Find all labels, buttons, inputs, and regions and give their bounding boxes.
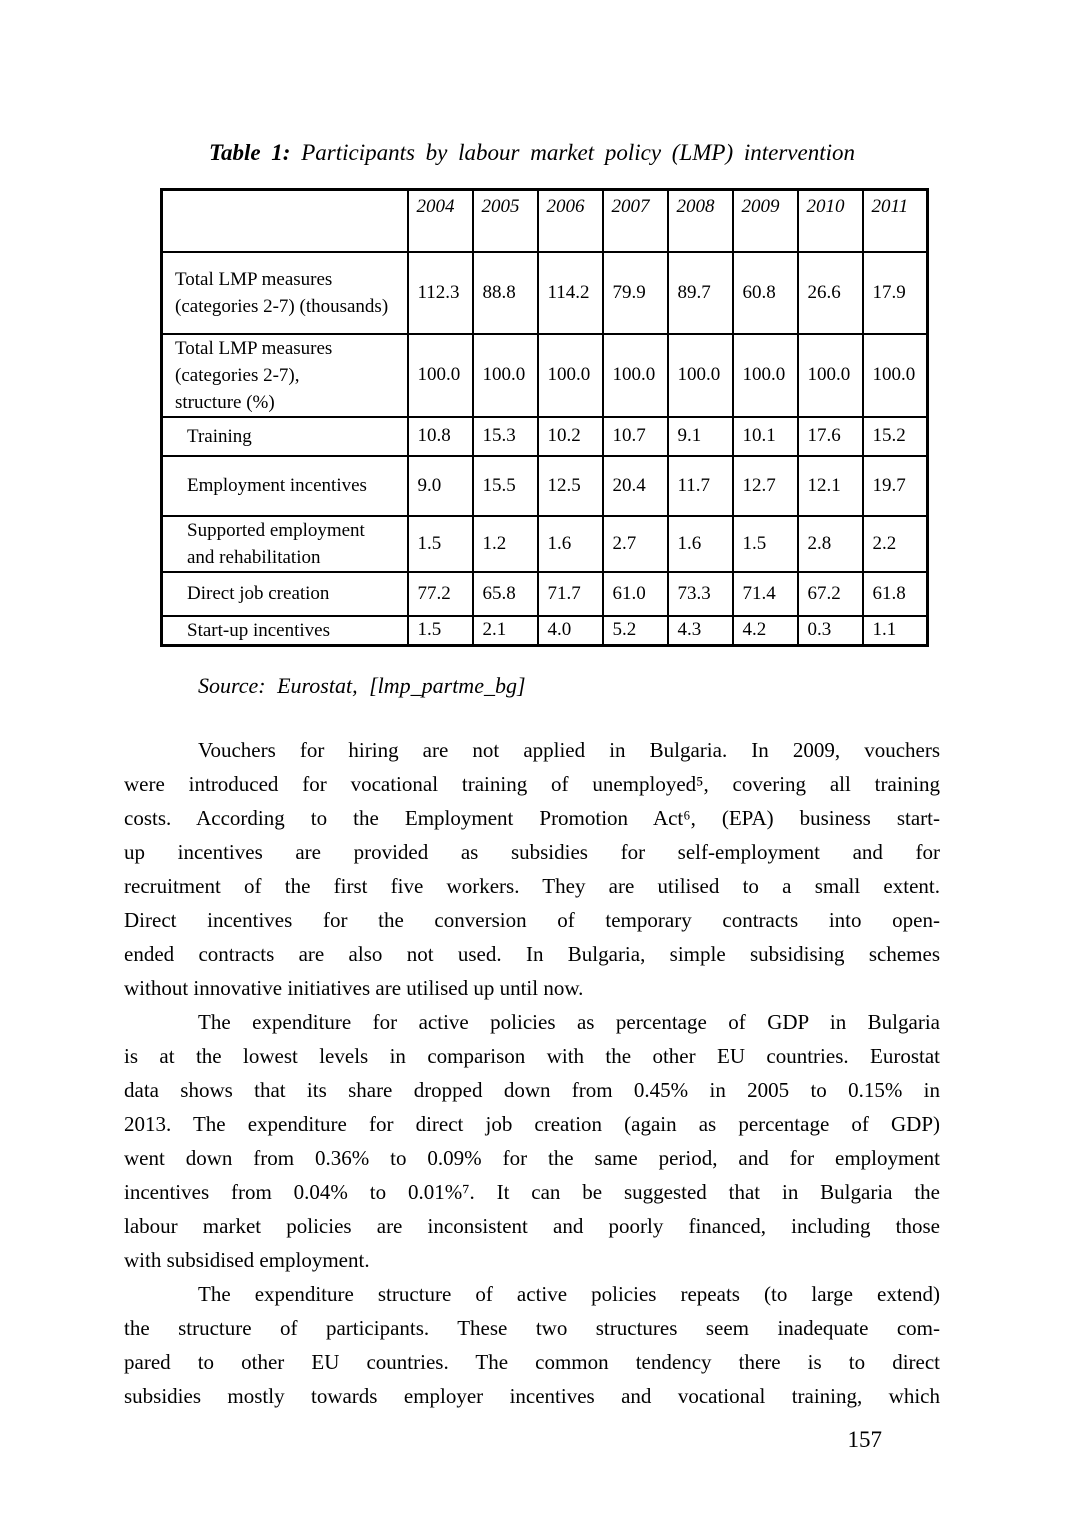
text-line: subsidies mostly towards employer incentives and vocational training, which (124, 1383, 940, 1408)
value-cell: 100.0 (668, 334, 733, 417)
table-row (162, 616, 928, 646)
value-cell: 1.5 (733, 516, 798, 572)
value-cell: 100.0 (473, 334, 538, 417)
value-cell: 73.3 (668, 572, 733, 616)
value-cell: 1.2 (473, 516, 538, 572)
value-cell: 60.8 (733, 252, 798, 334)
value-cell: 1.6 (538, 516, 603, 572)
value-cell: 10.7 (603, 417, 668, 456)
value-cell: 1.5 (408, 516, 473, 572)
value-cell: 9.1 (668, 417, 733, 456)
text-line: data shows that its share dropped down from 0.45% in 2005 to 0.15% in (124, 1077, 940, 1102)
year-header-2008: 2008 (668, 190, 733, 252)
text-line: pared to other EU countries. The common tendency there is to direct (124, 1349, 940, 1374)
text-line: with subsidised employment. (124, 1247, 370, 1272)
value-cell: 17.9 (863, 252, 928, 334)
value-cell: 114.2 (538, 252, 603, 334)
value-cell: 79.9 (603, 252, 668, 334)
value-cell: 12.7 (733, 456, 798, 516)
row-label-line: Total LMP measures (175, 268, 333, 290)
year-header-2006: 2006 (538, 190, 603, 252)
row-label-line: Start-up incentives (187, 619, 330, 641)
row-label-line: Employment incentives (187, 475, 367, 496)
value-cell: 11.7 (668, 456, 733, 516)
table-row (162, 516, 928, 572)
text-line: costs. According to the Employment Promotion Act⁶, (EPA) business start- (124, 805, 940, 830)
row-label-line: structure (%) (175, 391, 275, 413)
year-header-2011: 2011 (863, 190, 928, 252)
value-cell: 61.8 (863, 572, 928, 616)
value-cell: 100.0 (408, 334, 473, 417)
row-label-line: Total LMP measures (175, 337, 333, 359)
row-label-line: (categories 2-7) (thousands) (175, 295, 389, 317)
text-line: went down from 0.36% to 0.09% for the same period, and for employment (124, 1145, 940, 1170)
value-cell: 5.2 (603, 616, 668, 646)
value-cell: 100.0 (603, 334, 668, 417)
value-cell: 100.0 (798, 334, 863, 417)
value-cell: 4.3 (668, 616, 733, 646)
year-header-2007: 2007 (603, 190, 668, 252)
value-cell: 71.4 (733, 572, 798, 616)
row-label-line: Direct job creation (187, 583, 330, 604)
page-content (124, 0, 940, 1455)
source-line: Source: Eurostat, [lmp_partme_bg] (198, 672, 526, 698)
value-cell: 89.7 (668, 252, 733, 334)
value-cell: 15.2 (863, 417, 928, 456)
table-row (162, 572, 928, 616)
paragraph (124, 1277, 940, 1413)
value-cell: 2.8 (798, 516, 863, 572)
value-cell: 10.8 (408, 417, 473, 456)
value-cell: 100.0 (538, 334, 603, 417)
text-line: the structure of participants. These two structures seem inadequate com- (124, 1315, 940, 1340)
table-row (162, 334, 928, 417)
value-cell: 15.5 (473, 456, 538, 516)
row-label (162, 456, 408, 516)
row-label (162, 417, 408, 456)
value-cell: 19.7 (863, 456, 928, 516)
value-cell: 100.0 (733, 334, 798, 417)
table-row (162, 456, 928, 516)
year-header-2005: 2005 (473, 190, 538, 252)
value-cell: 4.0 (538, 616, 603, 646)
value-cell: 100.0 (863, 334, 928, 417)
row-label-line: Supported employment (187, 519, 365, 541)
body-text (124, 733, 940, 1413)
table-caption (124, 138, 940, 168)
text-line: without innovative initiatives are utilised up until now. (124, 975, 584, 1000)
row-label (162, 572, 408, 616)
text-line: incentives from 0.04% to 0.01%⁷. It can be suggested that in Bulgaria the (124, 1179, 940, 1204)
year-header-2009: 2009 (733, 190, 798, 252)
value-cell: 1.5 (408, 616, 473, 646)
text-line: recruitment of the first five workers. They are utilised to a small extent. (124, 873, 940, 898)
lmp-participants-table (160, 188, 929, 647)
table-header-row (162, 190, 928, 252)
value-cell: 67.2 (798, 572, 863, 616)
row-label (162, 334, 408, 417)
text-line: up incentives are provided as subsidies for self-employment and for (124, 839, 940, 864)
table-row (162, 417, 928, 456)
text-line: labour market policies are inconsistent and poorly financed, including those (124, 1213, 940, 1238)
value-cell: 2.7 (603, 516, 668, 572)
text-line: The expenditure for active policies as percentage of GDP in Bulgaria (198, 1009, 940, 1034)
value-cell: 10.2 (538, 417, 603, 456)
text-line: The expenditure structure of active policies repeats (to large extend) (198, 1281, 940, 1306)
table-header-empty-cell (162, 190, 408, 252)
value-cell: 10.1 (733, 417, 798, 456)
text-line: Vouchers for hiring are not applied in Bulgaria. In 2009, vouchers (198, 737, 940, 762)
text-line: Direct incentives for the conversion of temporary contracts into open- (124, 907, 940, 932)
row-label-line: and rehabilitation (187, 546, 321, 568)
page-number: 157 (847, 1426, 882, 1452)
table-caption-text: Participants by labour market policy (LMP) intervention (301, 140, 855, 165)
row-label (162, 616, 408, 646)
value-cell: 20.4 (603, 456, 668, 516)
row-label (162, 516, 408, 572)
value-cell: 17.6 (798, 417, 863, 456)
value-cell: 112.3 (408, 252, 473, 334)
text-line: ended contracts are also not used. In Bulgaria, simple subsidising schemes (124, 941, 940, 966)
year-header-2004: 2004 (408, 190, 473, 252)
row-label-line: (categories 2-7), (175, 364, 300, 386)
value-cell: 2.1 (473, 616, 538, 646)
value-cell: 9.0 (408, 456, 473, 516)
value-cell: 26.6 (798, 252, 863, 334)
value-cell: 71.7 (538, 572, 603, 616)
text-line: were introduced for vocational training of unemployed⁵, covering all training (124, 771, 940, 796)
value-cell: 0.3 (798, 616, 863, 646)
value-cell: 1.1 (863, 616, 928, 646)
table-row (162, 252, 928, 334)
table-caption-label: Table 1: (209, 140, 291, 165)
value-cell: 12.1 (798, 456, 863, 516)
text-line: is at the lowest levels in comparison with the other EU countries. Eurostat (124, 1043, 940, 1068)
value-cell: 65.8 (473, 572, 538, 616)
value-cell: 15.3 (473, 417, 538, 456)
row-label-line: Training (187, 425, 252, 447)
paragraph (124, 733, 940, 1005)
paragraph (124, 1005, 940, 1277)
value-cell: 2.2 (863, 516, 928, 572)
year-header-2010: 2010 (798, 190, 863, 252)
text-line: 2013. The expenditure for direct job creation (again as percentage of GDP) (124, 1111, 940, 1136)
value-cell: 1.6 (668, 516, 733, 572)
value-cell: 61.0 (603, 572, 668, 616)
value-cell: 77.2 (408, 572, 473, 616)
value-cell: 12.5 (538, 456, 603, 516)
value-cell: 4.2 (733, 616, 798, 646)
row-label (162, 252, 408, 334)
value-cell: 88.8 (473, 252, 538, 334)
